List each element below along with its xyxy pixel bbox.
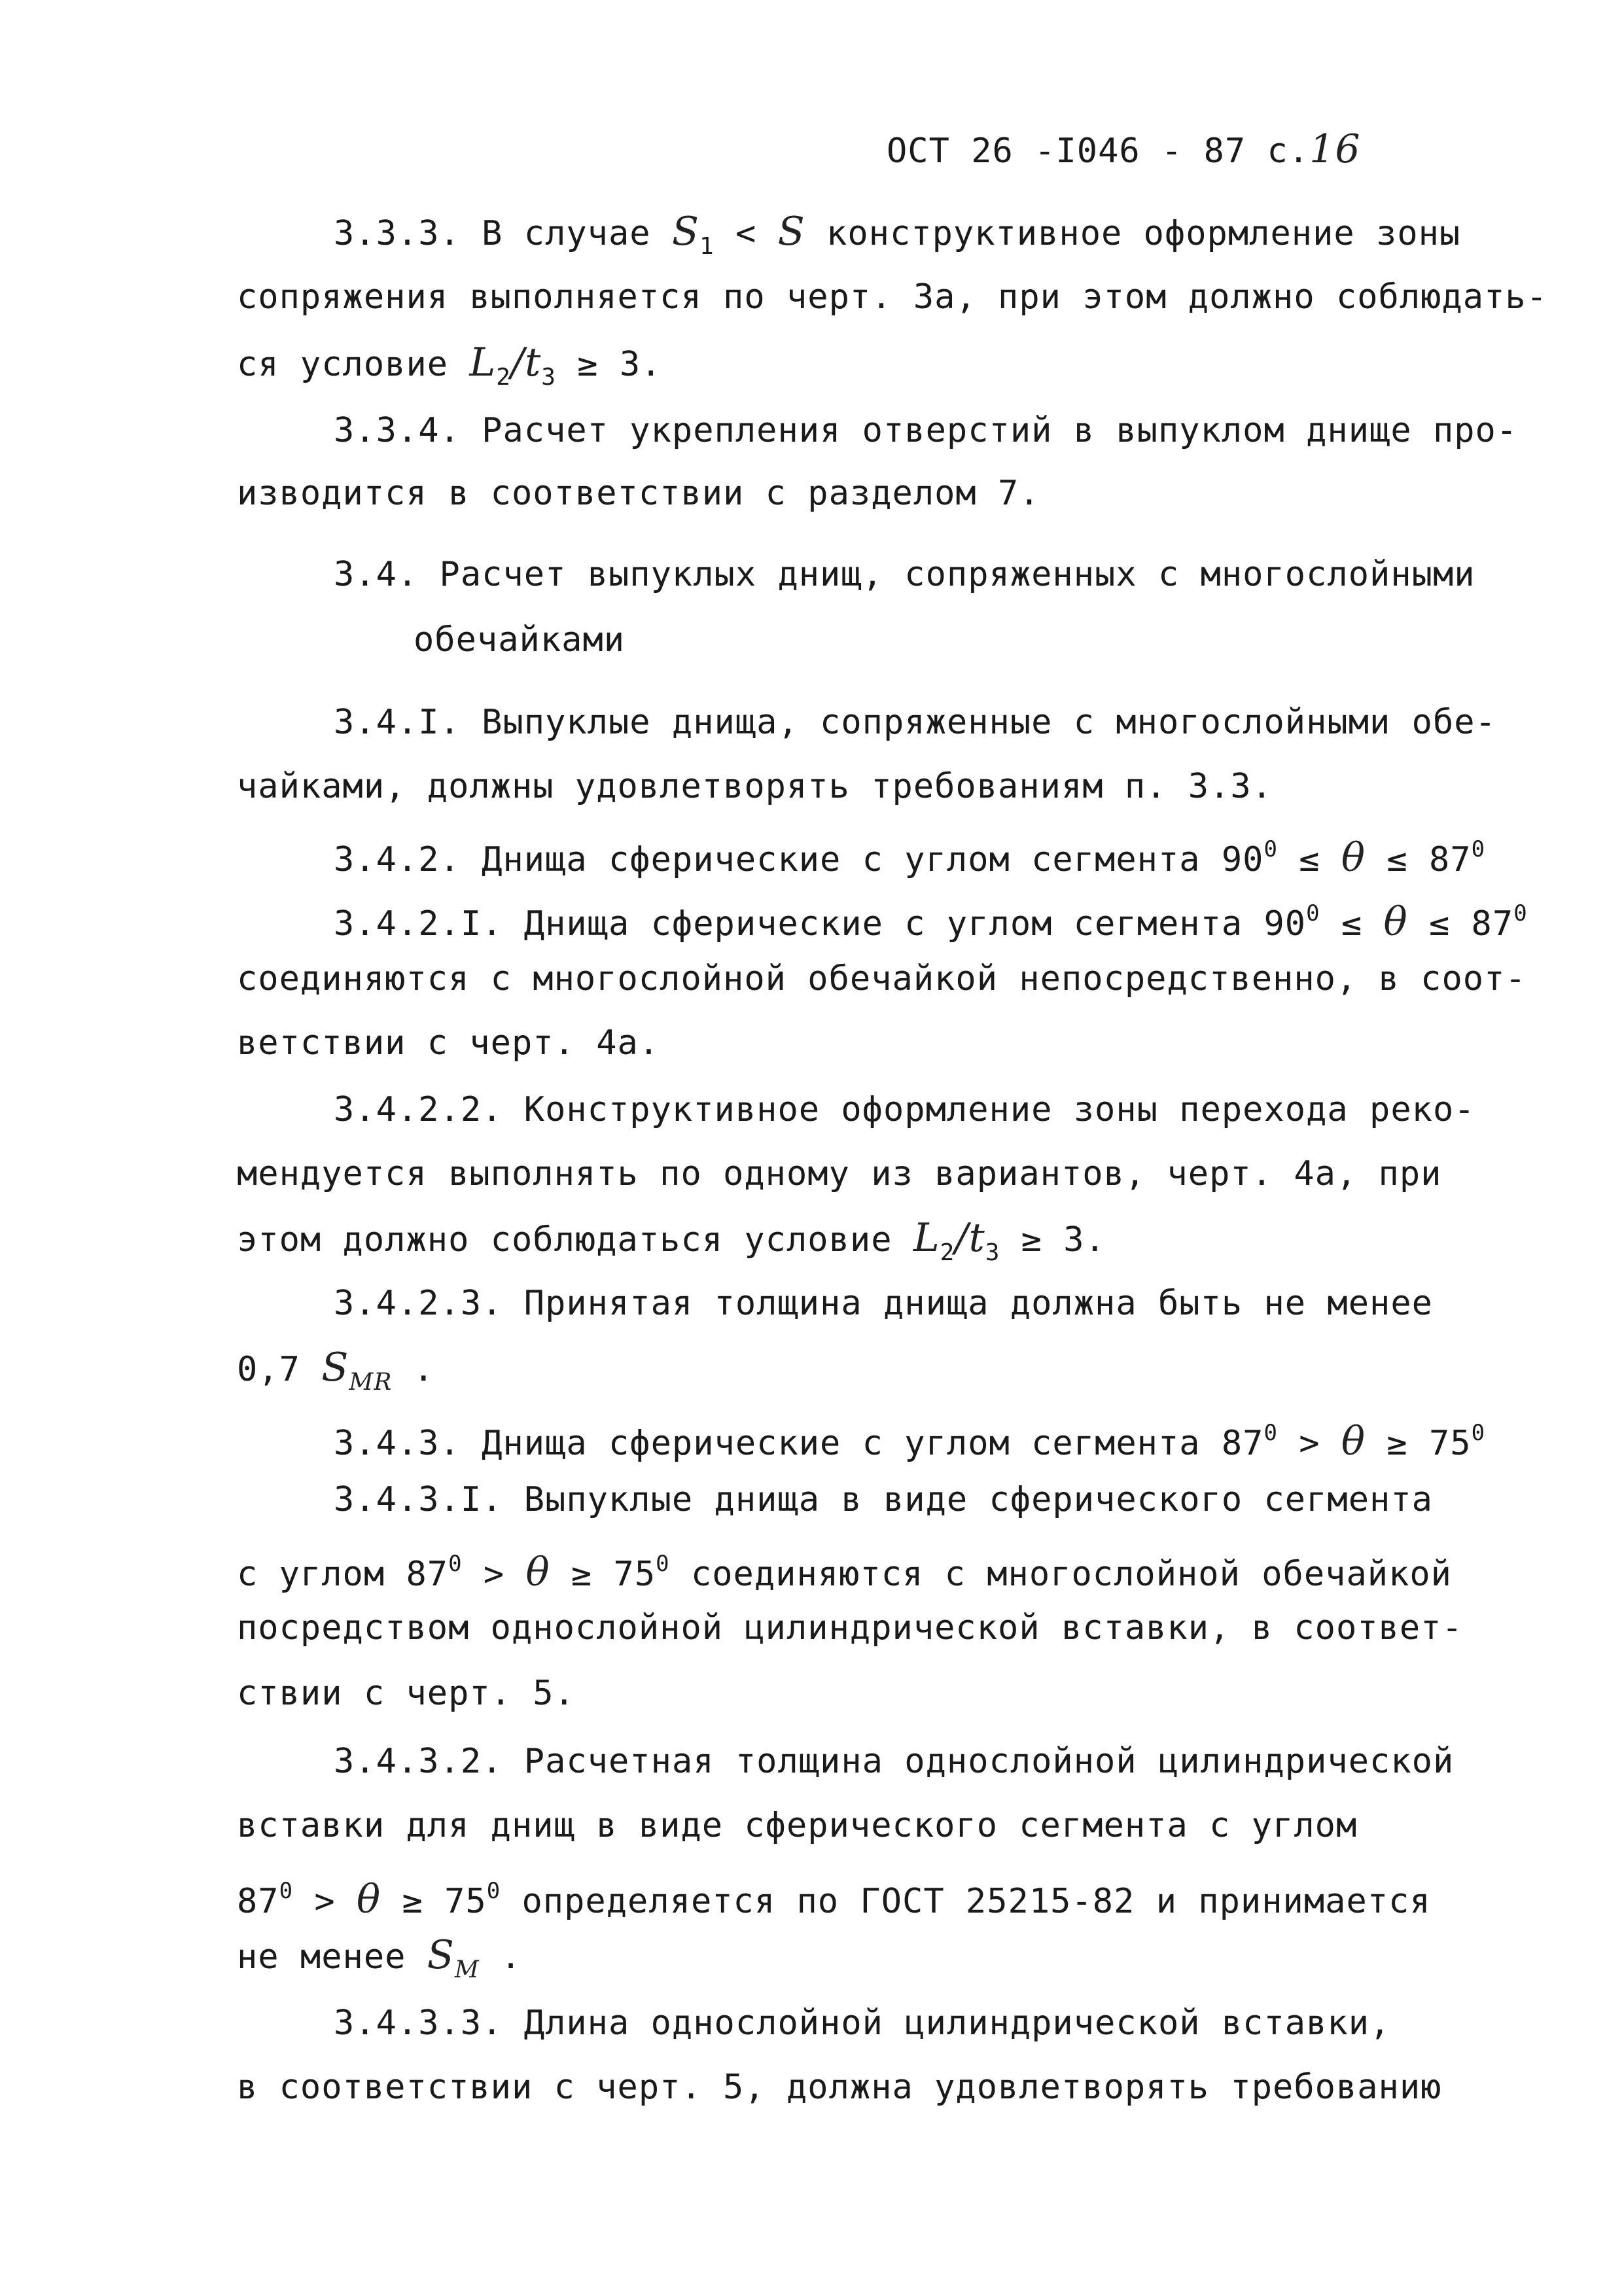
symbol-s1: S [671, 209, 700, 255]
formula-t3: t [968, 1215, 985, 1261]
symbol-theta: θ [1341, 1419, 1366, 1464]
text-line: соединяются с многослойной обечайкой непосредственно, в соот- [237, 959, 1527, 998]
text-line: в соответствии с черт. 5, должна удовлетворять требованию [237, 2068, 1442, 2107]
text-line: 3.3.3. В случае $S_1 < S$ конструктивное оформление зоны [334, 209, 1461, 260]
text-line: $87^0 > \theta \ge 75^0$ определяется по ГОСТ 25215-82 и принимается [237, 1877, 1431, 1922]
symbol-theta: θ [1383, 899, 1408, 945]
text-line: 3.4.2.2. Конструктивное оформление зоны перехода реко- [334, 1090, 1475, 1129]
doc-number: I046 [1055, 132, 1140, 171]
text-line: вставки для днищ в виде сферического сегмента с углом [237, 1806, 1358, 1845]
text-line: чайками, должны удовлетворять требованиям п. 3.3. [237, 767, 1273, 806]
symbol-theta: θ [1341, 835, 1366, 881]
text-line: 3.4.2.I. Днища сферические с углом сегмента $90^0 \le \theta \le 87^0$ [334, 899, 1528, 945]
formula-t3: t [525, 340, 542, 385]
text-line: 0,7 $S_{MR}$ . [237, 1345, 434, 1396]
page-header [887, 128, 1361, 172]
doc-suffix: - 87 с. [1140, 132, 1310, 171]
text-line: 3.4.3.I. Выпуклые днища в виде сферического сегмента [334, 1480, 1433, 1519]
section-heading: 3.4. Расчет выпуклых днищ, сопряженных с многослойными [334, 555, 1475, 594]
formula-l2: L [469, 340, 497, 385]
text-line: 3.3.4. Расчет укрепления отверстий в выпуклом днище про- [334, 411, 1518, 450]
symbol-s-m: S [427, 1932, 455, 1978]
text-line: посредством однослойной цилиндрической вставки, в соответ- [237, 1608, 1463, 1648]
text-line: 3.4.3.3. Длина однослойной цилиндрической вставки, [334, 2004, 1391, 2043]
text-line: 3.4.I. Выпуклые днища, сопряженные с многослойными обе- [334, 703, 1496, 742]
text-line: ствии с черт. 5. [237, 1674, 575, 1713]
text-line: 3.4.3. Днища сферические с углом сегмента $87^0 > \theta \ge 75^0$ [334, 1419, 1486, 1464]
text-line: с углом $87^0 > \theta \ge 75^0$ соединяются с многослойной обечайкой [237, 1549, 1452, 1595]
text-line: 3.4.3.2. Расчетная толщина однослойной цилиндрической [334, 1742, 1455, 1781]
page-number: 16 [1309, 126, 1361, 172]
text-line: мендуется выполнять по одному из вариантов, черт. 4а, при [237, 1154, 1442, 1193]
symbol-theta: θ [525, 1549, 550, 1595]
symbol-s-mr: S [321, 1345, 349, 1390]
formula-l2: L [913, 1215, 940, 1261]
text-line: не менее $S_M$ . [237, 1932, 522, 1983]
text-line: 3.4.2.3. Принятая толщина днища должна быть не менее [334, 1284, 1433, 1323]
text-line: 3.4.2. Днища сферические с углом сегмента $90^0 \le \theta \le 87^0$ [334, 835, 1486, 881]
section-heading-cont: обечайками [414, 620, 626, 660]
symbol-theta: θ [357, 1877, 381, 1922]
text-line: изводится в соответствии с разделом 7. [237, 474, 1040, 513]
symbol-s: S [777, 209, 805, 255]
doc-code: ОСТ 26 - [887, 132, 1056, 171]
text-line: этом должно соблюдаться условие $L_2/t_3 \ge 3$. [237, 1215, 1106, 1266]
text-line: ся условие $L_2/t_3 \ge 3$. [237, 340, 662, 391]
text-line: сопряжения выполняется по черт. 3а, при этом должно соблюдать- [237, 277, 1548, 317]
text-line: ветствии с черт. 4а. [237, 1023, 660, 1063]
